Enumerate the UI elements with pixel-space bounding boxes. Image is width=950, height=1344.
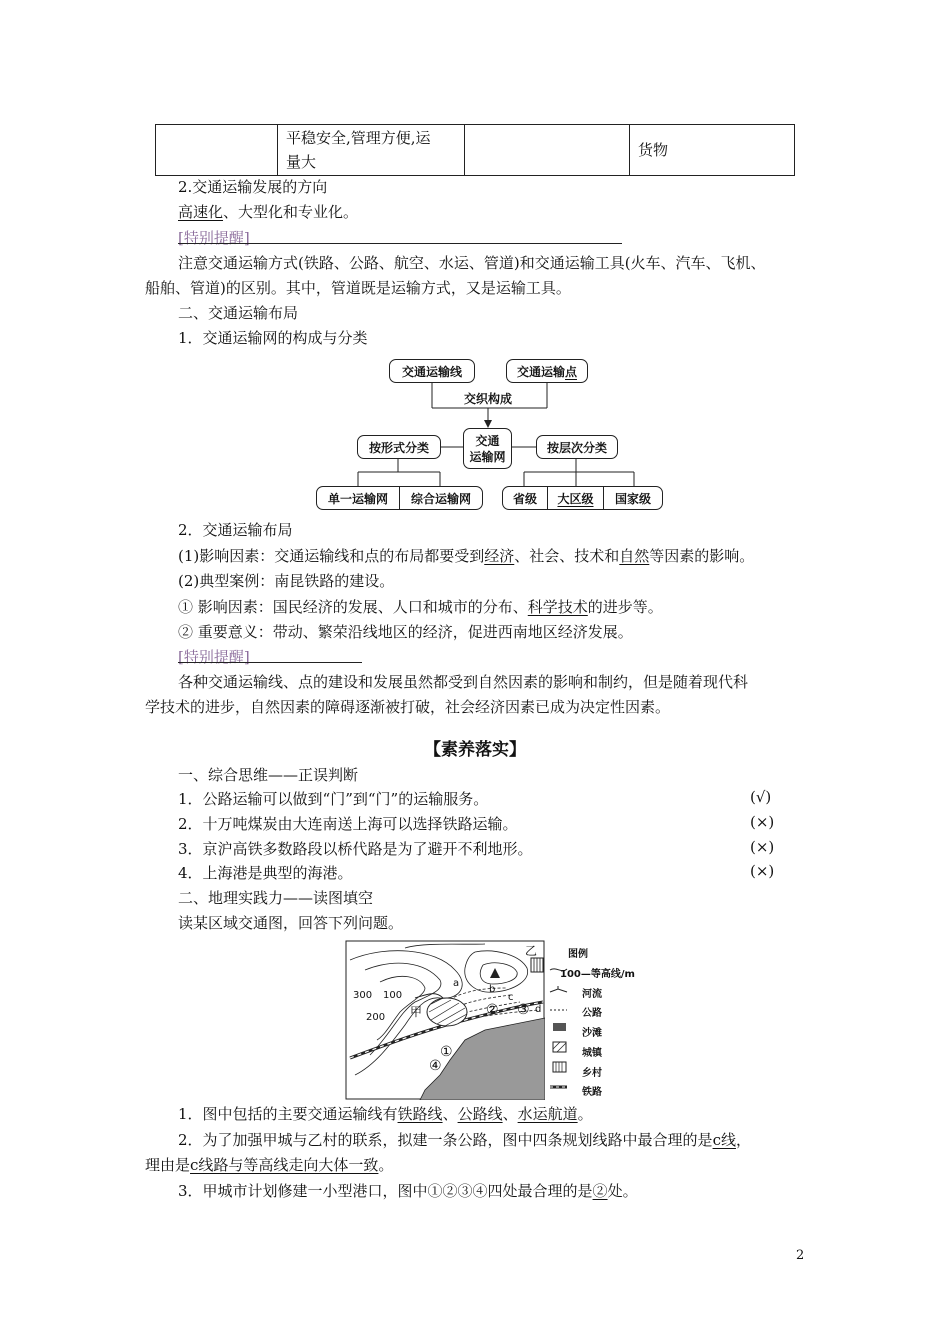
subsection-title: 1．交通运输网的构成与分类 — [178, 329, 368, 347]
text: 。 — [378, 1156, 394, 1174]
box-text: 运输网 — [469, 449, 506, 464]
map-label-jia: 甲 — [410, 1005, 423, 1019]
site-3: ③ — [517, 1002, 530, 1018]
legend-beach: 沙滩 — [582, 1028, 602, 1039]
text: 处。 — [607, 1182, 638, 1200]
single-network-box: 单一运输网 — [316, 486, 400, 510]
answer-2-reason — [145, 1154, 805, 1176]
tip-label: [特别提醒] — [178, 229, 250, 247]
box-text-underlined: 点 — [565, 364, 578, 379]
legend-river: 河流 — [582, 989, 602, 1000]
text: 等因素的影响。 — [649, 547, 755, 565]
by-level-box: 按层次分类 — [536, 435, 618, 459]
route-label-a: a — [453, 978, 460, 989]
factor-text — [178, 545, 838, 567]
tip-text-1: 各种交通运输线、点的建设和发展虽然都受到自然因素的影响和制约，但是随着现代科 — [178, 673, 749, 691]
nation-box: 国家级 — [603, 486, 663, 510]
text: 、 — [502, 1105, 518, 1123]
region-box — [547, 486, 604, 510]
answer-mark: (×) — [750, 862, 775, 880]
question-4: 4．上海港是典型的海港。 — [178, 864, 353, 882]
contour-label: 300 — [353, 990, 373, 1001]
legend-village: 乡村 — [582, 1068, 602, 1079]
table-cell: 货物 — [630, 125, 795, 176]
by-form-box: 按形式分类 — [357, 435, 441, 459]
box-text: 交通运输 — [516, 364, 565, 379]
answer-underlined: 公路线 — [457, 1105, 503, 1123]
tip-underline — [178, 662, 362, 663]
practice-heading: 【素养落实】 — [424, 740, 526, 760]
question-3: 3．京沪高铁多数路段以桥代路是为了避开不利地形。 — [178, 840, 533, 858]
contour-label: 100 — [383, 990, 403, 1001]
answer-mark: (×) — [750, 838, 775, 856]
section-title: 一、综合思维——正误判断 — [178, 766, 359, 784]
transport-network-box — [463, 428, 512, 469]
route-label-d: d — [535, 1004, 542, 1015]
contour-label: 200 — [366, 1012, 386, 1023]
legend-title: 图例 — [568, 949, 588, 960]
comprehensive-network-box: 综合运输网 — [399, 486, 483, 510]
page-number: 2 — [796, 1248, 805, 1263]
box-text-underlined: 大区级 — [557, 491, 594, 506]
legend-symbols — [548, 960, 568, 1095]
transport-line-box: 交通运输线 — [389, 359, 475, 383]
dir-rest: 、大型化和专业化。 — [223, 203, 359, 221]
text: 2．为了加强甲城与乙村的联系，拟建一条公路，图中四条规划线路中最合理的是 — [178, 1131, 713, 1149]
legend-railway: 铁路 — [582, 1087, 602, 1098]
dir-title: 2.交通运输发展的方向 — [178, 178, 328, 196]
answer-underlined: 经济 — [484, 547, 515, 565]
province-box: 省级 — [502, 486, 548, 510]
answer-underlined: 高速化 — [178, 203, 224, 221]
table-cell-text: 平稳安全,管理方便,运 — [286, 129, 431, 147]
site-1: ① — [440, 1044, 453, 1060]
text: 。 — [577, 1105, 593, 1123]
case-factor-text — [178, 596, 838, 618]
answer-mark: (×) — [750, 813, 775, 831]
legend-contour: 100—等高线/m — [560, 969, 635, 980]
text: 、 — [442, 1105, 458, 1123]
tip-text-2: 学技术的进步，自然因素的障碍逐渐被打破，社会经济因素已成为决定性因素。 — [145, 698, 671, 716]
text: ① 影响因素：国民经济的发展、人口和城市的分布、 — [178, 598, 528, 616]
answer-underlined: c线路与等高线走向大体一致 — [190, 1156, 379, 1174]
answer-underlined: 科学技术 — [527, 598, 588, 616]
section-title: 二、交通运输布局 — [178, 304, 299, 322]
tip-text-1: 注意交通运输方式(铁路、公路、航空、水运、管道)和交通运输工具(火车、汽车、飞机、 — [178, 254, 766, 272]
map-label-yi: 乙 — [525, 944, 538, 958]
text: 、社会、技术和 — [514, 547, 620, 565]
text: 的进步等。 — [587, 598, 663, 616]
box-text: 交通 — [475, 433, 500, 448]
answer-underlined: 铁路线 — [397, 1105, 443, 1123]
tip-label: [特别提醒] — [178, 648, 250, 666]
question-1: 1．公路运输可以做到“门”到“门”的运输服务。 — [178, 790, 489, 808]
route-label-b: b — [489, 984, 496, 995]
text: ， — [735, 1131, 751, 1149]
weave-label: 交织构成 — [463, 392, 512, 406]
answer-underlined: 自然 — [619, 547, 650, 565]
legend-town: 城镇 — [582, 1048, 602, 1059]
site-2: ② — [486, 1002, 499, 1018]
map-intro: 读某区域交通图，回答下列问题。 — [178, 914, 404, 932]
text: (1)影响因素：交通运输线和点的布局都要受到 — [178, 547, 485, 565]
answer-underlined: 水运航道 — [517, 1105, 578, 1123]
answer-underlined: c线 — [712, 1131, 736, 1149]
table-cell-text: 量大 — [286, 153, 317, 171]
text: 3．甲城市计划修建一小型港口，图中①②③④四处最合理的是 — [178, 1182, 593, 1200]
site-4: ④ — [429, 1058, 442, 1074]
answer-3 — [178, 1180, 838, 1202]
case-text: (2)典型案例：南昆铁路的建设。 — [178, 572, 395, 590]
question-2: 2．十万吨煤炭由大连南送上海可以选择铁路运输。 — [178, 815, 518, 833]
subsection-title: 2．交通运输布局 — [178, 521, 293, 539]
route-label-c: c — [508, 992, 514, 1003]
tip-text-2: 船舶、管道)的区别。其中，管道既是运输方式，又是运输工具。 — [145, 279, 571, 297]
answer-1 — [178, 1103, 838, 1125]
transport-point-box — [506, 359, 588, 383]
diagram-connectors — [0, 0, 950, 560]
text: 理由是 — [145, 1156, 191, 1174]
answer-mark: (√) — [750, 788, 772, 806]
section-title: 二、地理实践力——读图填空 — [178, 889, 374, 907]
answer-underlined: ② — [592, 1182, 608, 1200]
text: 1．图中包括的主要交通运输线有 — [178, 1105, 398, 1123]
legend-road: 公路 — [582, 1008, 602, 1019]
answer-2 — [178, 1129, 838, 1151]
case-meaning-text: ② 重要意义：带动、繁荣沿线地区的经济，促进西南地区经济发展。 — [178, 623, 633, 641]
